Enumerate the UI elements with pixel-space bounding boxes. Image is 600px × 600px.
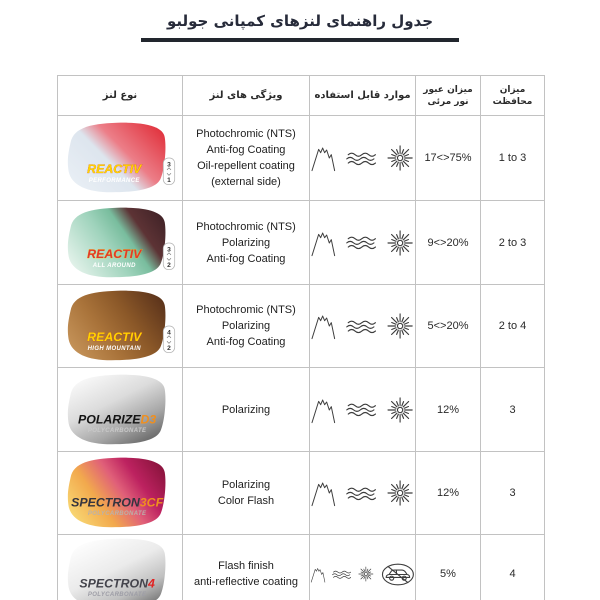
lens-features: Flash finish anti-reflective coating [183,535,310,600]
lens-brand-text: REACTIV [87,246,142,261]
protection-value: 1 to 3 [481,116,545,201]
lens-brand-text: SPECTRON4 [79,576,155,591]
use-cases-cell [310,452,416,535]
lens-category-badge [163,158,174,185]
light-transmission-value: 9<>20% [416,201,481,285]
protection-value: 2 to 3 [481,201,545,285]
page-title: جدول راهنمای لنزهای کمپانی جولبو [166,12,434,30]
use-cases-cell [310,368,416,452]
waves-icon [332,569,351,580]
lens-model-text: PERFORMANCE [88,177,140,184]
waves-icon [346,486,376,501]
waves-icon [346,151,376,166]
svg-text:3: 3 [167,246,171,254]
table-row [58,201,545,285]
lens-image-cell [58,452,183,535]
mountain-icon [310,564,326,585]
svg-text:2: 2 [167,261,171,269]
col-header-protection: میزان محافظت [481,76,545,116]
use-cases-cell [310,116,416,201]
table-row [58,116,545,201]
lens-image-reactiv-high-mountain [61,287,179,365]
mountain-icon [310,227,337,259]
lens-brand-text: REACTIV [87,330,142,345]
lens-features: Polarizing [183,368,310,452]
light-transmission-value: 12% [416,368,481,452]
sun-icon [385,476,415,510]
protection-value: 2 to 4 [481,285,545,368]
lens-image-cell [58,368,183,452]
lens-image-cell [58,201,183,285]
waves-icon [346,402,376,417]
lens-image-cell [58,116,183,201]
lens-image-polarized-3 [61,371,179,449]
use-cases-cell [310,285,416,368]
table-row [58,535,545,600]
use-cases-cell [310,201,416,285]
svg-text:4: 4 [167,329,171,337]
sun-icon [385,309,415,343]
table-row [58,285,545,368]
waves-icon [346,319,376,334]
lens-image-cell [58,285,183,368]
lens-image-reactiv-performance [61,119,179,197]
protection-value: 4 [481,535,545,600]
mountain-icon [310,394,337,426]
lens-image-spectron-4 [61,535,179,600]
col-header-use-cases: موارد قابل استفاده [310,76,416,116]
lens-features: Photochromic (NTS) Anti-fog Coating Oil-repellent coating (external side) [183,116,310,201]
no-driving-icon [381,560,415,589]
lens-features: Photochromic (NTS) Polarizing Anti-fog Coating [183,285,310,368]
sun-icon [385,141,415,175]
lens-guide-table [57,75,545,600]
lens-brand-text: SPECTRON3CF [71,495,164,510]
table-row [58,452,545,535]
lens-material-text: POLYCARBONATE [87,510,147,517]
lens-model-text: ALL AROUND [92,262,136,269]
protection-value: 3 [481,368,545,452]
light-transmission-value: 12% [416,452,481,535]
header-row [58,76,545,116]
col-header-features: ویژگی های لنز [183,76,310,116]
light-transmission-value: 5<>20% [416,285,481,368]
mountain-icon [310,142,337,174]
light-transmission-value: 5% [416,535,481,600]
lens-material-text: POLYCARBONATE [87,591,147,598]
protection-value: 3 [481,452,545,535]
col-header-lens-type: نوع لنز [58,76,183,116]
mountain-icon [310,477,337,509]
waves-icon [346,235,376,250]
svg-text:3: 3 [167,161,171,169]
table-row [58,368,545,452]
lens-model-text: HIGH MOUNTAIN [87,345,141,352]
mountain-icon [310,310,337,342]
svg-text:1: 1 [167,176,171,184]
lens-features: Polarizing Color Flash [183,452,310,535]
lens-category-badge [163,243,174,270]
sun-icon [385,226,415,260]
lens-image-spectron-3cf [61,454,179,532]
svg-text:2: 2 [167,344,171,352]
sun-icon [357,563,375,585]
sun-icon [385,393,415,427]
lens-features: Photochromic (NTS) Polarizing Anti-fog Coating [183,201,310,285]
lens-brand-text: POLARIZED3 [77,411,157,426]
lens-brand-text: REACTIV [87,162,142,177]
lens-material-text: POLYCARBONATE [87,427,147,434]
lens-category-badge [163,326,174,353]
lens-image-reactiv-all-around [61,204,179,282]
title-underline [141,38,459,42]
col-header-light-transmission: میزان عبور نور مرئی [416,76,481,116]
use-cases-cell [310,535,416,600]
light-transmission-value: 17<>75% [416,116,481,201]
lens-image-cell [58,535,183,600]
